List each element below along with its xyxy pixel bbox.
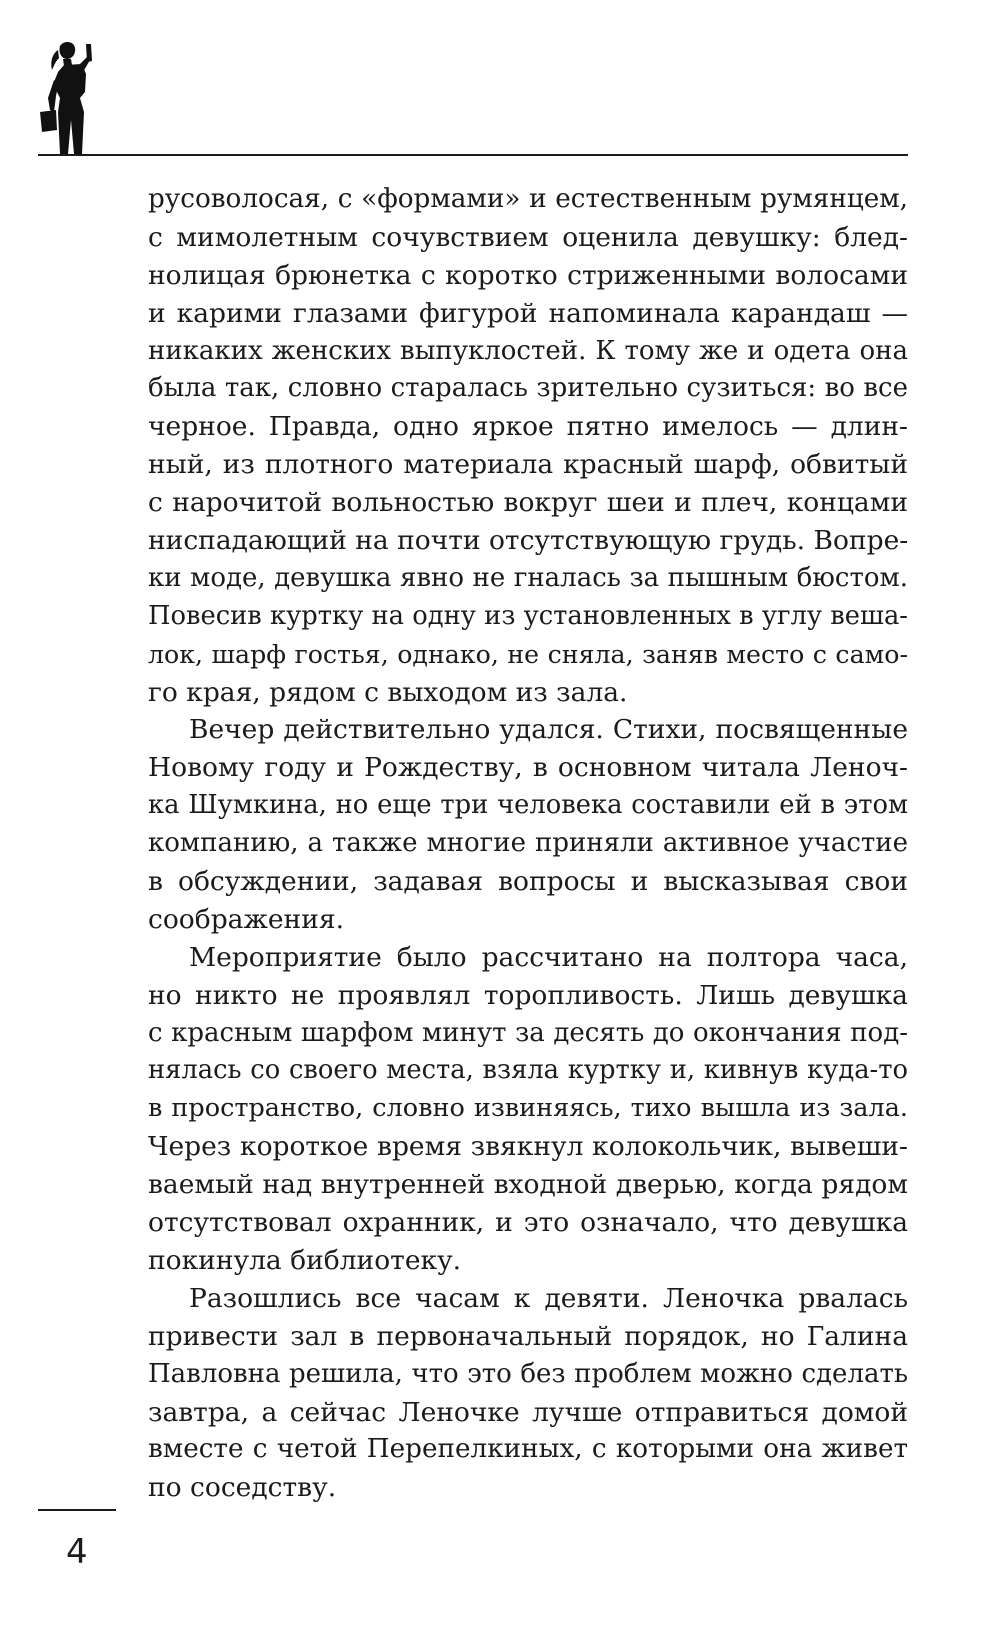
text-line: лок, шарф гостья, однако, не сняла, заняв место с само-	[148, 639, 908, 669]
text-line: нолицая брюнетка с коротко стриженными волосами	[148, 259, 908, 291]
text-line: соображения.	[148, 903, 344, 935]
text-line: Новому году и Рождеству, в основном читала Леноч-	[148, 752, 908, 784]
text-line: черное. Правда, одно яркое пятно имелось — длин-	[148, 411, 908, 443]
text-line: Повесив куртку на одну из установленных в углу веша-	[148, 600, 908, 631]
text-line: Через короткое время звякнул колокольчик, вывеши-	[148, 1131, 908, 1163]
text-line: Мероприятие было рассчитано на полтора часа,	[189, 941, 908, 973]
text-line: ка Шумкина, но еще три человека составили ей в этом	[148, 790, 908, 821]
text-line: с красным шарфом минут за десять до окончания под-	[148, 1017, 908, 1048]
text-line: но никто не проявлял торопливость. Лишь девушка	[148, 979, 908, 1011]
text-line: го края, рядом с выходом из зала.	[148, 676, 628, 708]
woman-with-gun-silhouette-icon	[38, 40, 118, 154]
text-line: с нарочитой вольностью вокруг шеи и плеч, концами	[148, 487, 908, 519]
text-line: русоволосая, с «формами» и естественным румянцем,	[148, 184, 908, 214]
text-line: отсутствовал охранник, и это означало, что девушка	[148, 1207, 908, 1239]
text-line: Вечер действительно удался. Стихи, посвященные	[189, 714, 908, 746]
text-line: с мимолетным сочувствием оценила девушку: блед-	[148, 221, 908, 253]
text-line: ный, из плотного материала красный шарф, обвитый	[148, 449, 908, 481]
text-line: завтра, а сейчас Леночке лучше отправиться домой	[148, 1396, 908, 1428]
text-line: Разошлись все часам к девяти. Леночка рвалась	[189, 1282, 908, 1314]
text-line: компанию, а также многие приняли активное участие	[148, 828, 908, 859]
text-line: по соседству.	[148, 1472, 337, 1504]
page-number: 4	[66, 1532, 88, 1572]
text-line: привести зал в первоначальный порядок, но Галина	[148, 1320, 908, 1352]
text-line: ниспадающий на почти отсутствующую грудь. Вопре-	[148, 525, 909, 557]
text-line: и карими глазами фигурой напоминала карандаш —	[148, 297, 908, 329]
text-line: покинула библиотеку.	[148, 1244, 462, 1276]
text-line: в обсуждении, задавая вопросы и высказывая свои	[148, 866, 908, 898]
text-line: ваемый над внутренней входной дверью, когда рядом	[148, 1169, 908, 1201]
text-line: была так, словно старалась зрительно сузиться: во все	[148, 373, 908, 404]
text-line: в пространство, словно извиняясь, тихо вышла из зала.	[148, 1093, 908, 1124]
text-line: вместе с четой Перепелкиных, с которыми она живет	[148, 1434, 908, 1465]
text-line: ки моде, девушка явно не гналась за пышным бюстом.	[148, 562, 908, 593]
footer-rule	[38, 1509, 116, 1511]
text-line: нялась со своего места, взяла куртку и, кивнув куда-то	[148, 1055, 908, 1086]
header-rule	[38, 154, 908, 156]
text-line: никаких женских выпуклостей. К тому же и одета она	[148, 335, 908, 366]
body-text	[148, 181, 908, 1507]
text-line: Павловна решила, что это без проблем можно сделать	[148, 1358, 908, 1389]
